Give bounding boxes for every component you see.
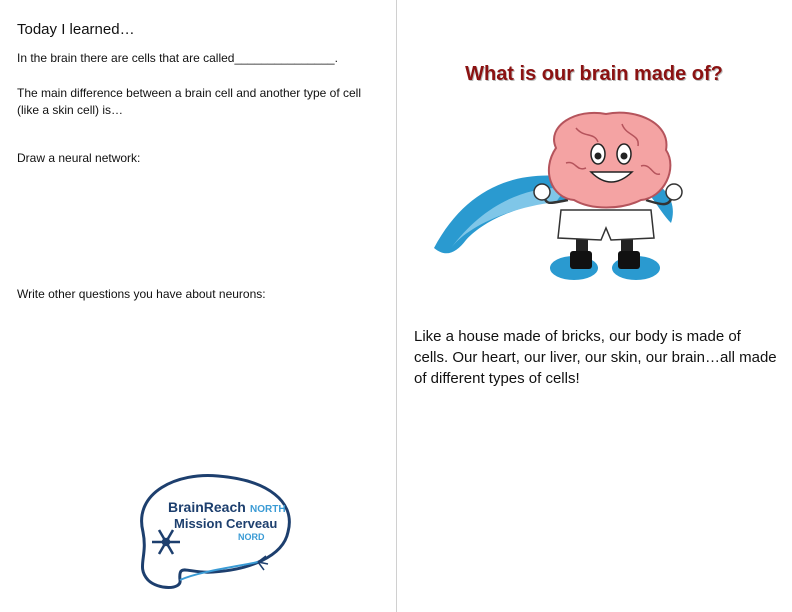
prompt-draw-network: Draw a neural network:	[17, 151, 141, 165]
body-text: Like a house made of bricks, our body is made of cells. Our heart, our liver, our skin, our brain…all made of different types of cells!	[414, 328, 777, 387]
page-fold-divider	[396, 0, 397, 612]
page-title: What is our brain made of?	[465, 63, 723, 85]
prompt-main-difference: The main difference between a brain cell and another type of cell (like a skin cell) is…	[17, 86, 361, 117]
logo-brainreach: BrainReach	[168, 499, 246, 515]
logo-north: NORTH	[250, 504, 286, 515]
logo-mission-cerveau: Mission Cerveau	[174, 516, 278, 531]
prompt-other-questions: Write other questions you have about neurons:	[17, 287, 266, 301]
brainreach-logo	[118, 462, 298, 597]
snowflake-icon	[152, 530, 180, 554]
prompt-cells-called: In the brain there are cells that are called_______________.	[17, 51, 338, 65]
logo-nord: NORD	[238, 532, 265, 542]
brain-superhero-illustration	[426, 108, 696, 288]
worksheet-heading: Today I learned…	[17, 21, 135, 38]
